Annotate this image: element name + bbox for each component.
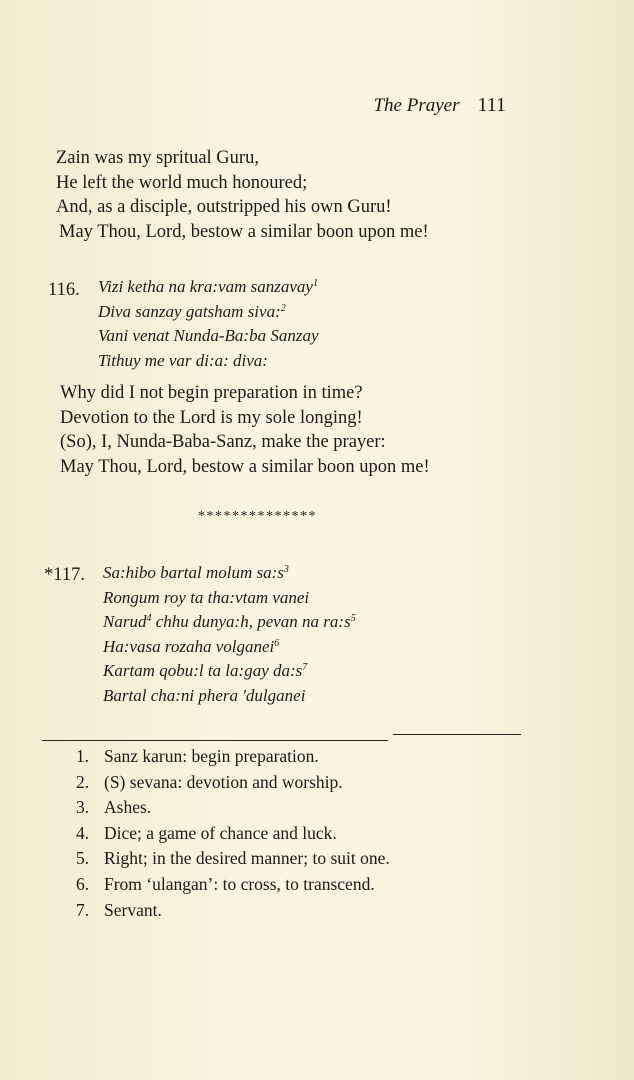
verse-116-translation	[60, 381, 430, 479]
translation-line: Devotion to the Lord is my sole longing!	[60, 407, 363, 428]
page-number: 111	[477, 94, 506, 116]
footnote-item: 3. Ashes.	[76, 797, 152, 818]
footnote-item: 6. From ‘ulangan’: to cross, to transcend.	[76, 873, 375, 894]
section-separator: **************	[198, 509, 317, 524]
verse-line: Tithuy me var di:a: diva:	[98, 350, 268, 370]
stanza-line: May Thou, Lord, bestow a similar boon upon me!	[59, 221, 429, 242]
footnote-item: 7. Servant.	[76, 899, 162, 920]
footnote-item: 1. Sanz karun: begin preparation.	[76, 746, 319, 766]
verse-116-original	[98, 275, 319, 373]
verse-line: Vani venat Nunda-Ba:ba Sanzay	[98, 326, 319, 345]
verse-line: Sa:hibo bartal molum $sa:s^3$	[103, 563, 289, 582]
verse-number: *117.	[44, 565, 85, 585]
verse-line: Kartam qobu:l ta la:gay $da:s^7$	[103, 661, 308, 680]
verse-line: Diva sanzay gatsham siva:$^2$	[98, 301, 286, 321]
stanza-line: And, as a disciple, outstripped his own Guru!	[56, 197, 392, 217]
intro-stanza	[56, 146, 429, 244]
verse-line: Ha:vasa rozaha volganei$^6$	[103, 636, 280, 656]
translation-line: May Thou, Lord, bestow a similar boon upon me!	[60, 456, 430, 477]
footnote-item: 2. (S) sevana: devotion and worship.	[76, 771, 343, 792]
translation-line: (So), I, Nunda-Baba-Sanz, make the prayer:	[60, 432, 386, 452]
stanza-line: He left the world much honoured;	[56, 172, 308, 193]
footnote-rule	[42, 740, 388, 741]
verse-117-original	[103, 561, 356, 708]
verse-line: Bartal cha:ni phera 'dulganei	[103, 685, 306, 705]
verse-line: Vizi ketha na kra:vam sanzavay$^1$	[98, 277, 318, 296]
verse-line: Rongum roy ta tha:vtam vanei	[103, 587, 310, 607]
footnote-item: 4. Dice; a game of chance and luck.	[76, 822, 337, 843]
footnotes	[76, 744, 390, 923]
stanza-line: Zain was my spritual Guru,	[56, 148, 259, 168]
footnote-rule-right	[393, 734, 521, 735]
translation-line: Why did I not begin preparation in time?	[60, 383, 363, 403]
running-header	[373, 94, 506, 117]
verse-line: Narud$^4$ chhu dunya:h, pevan na $ra:s^5$	[103, 612, 356, 631]
chapter-title: The Prayer	[373, 95, 460, 116]
verse-number: 116.	[48, 280, 80, 300]
footnote-item: 5. Right; in the desired manner; to suit one.	[76, 848, 390, 869]
